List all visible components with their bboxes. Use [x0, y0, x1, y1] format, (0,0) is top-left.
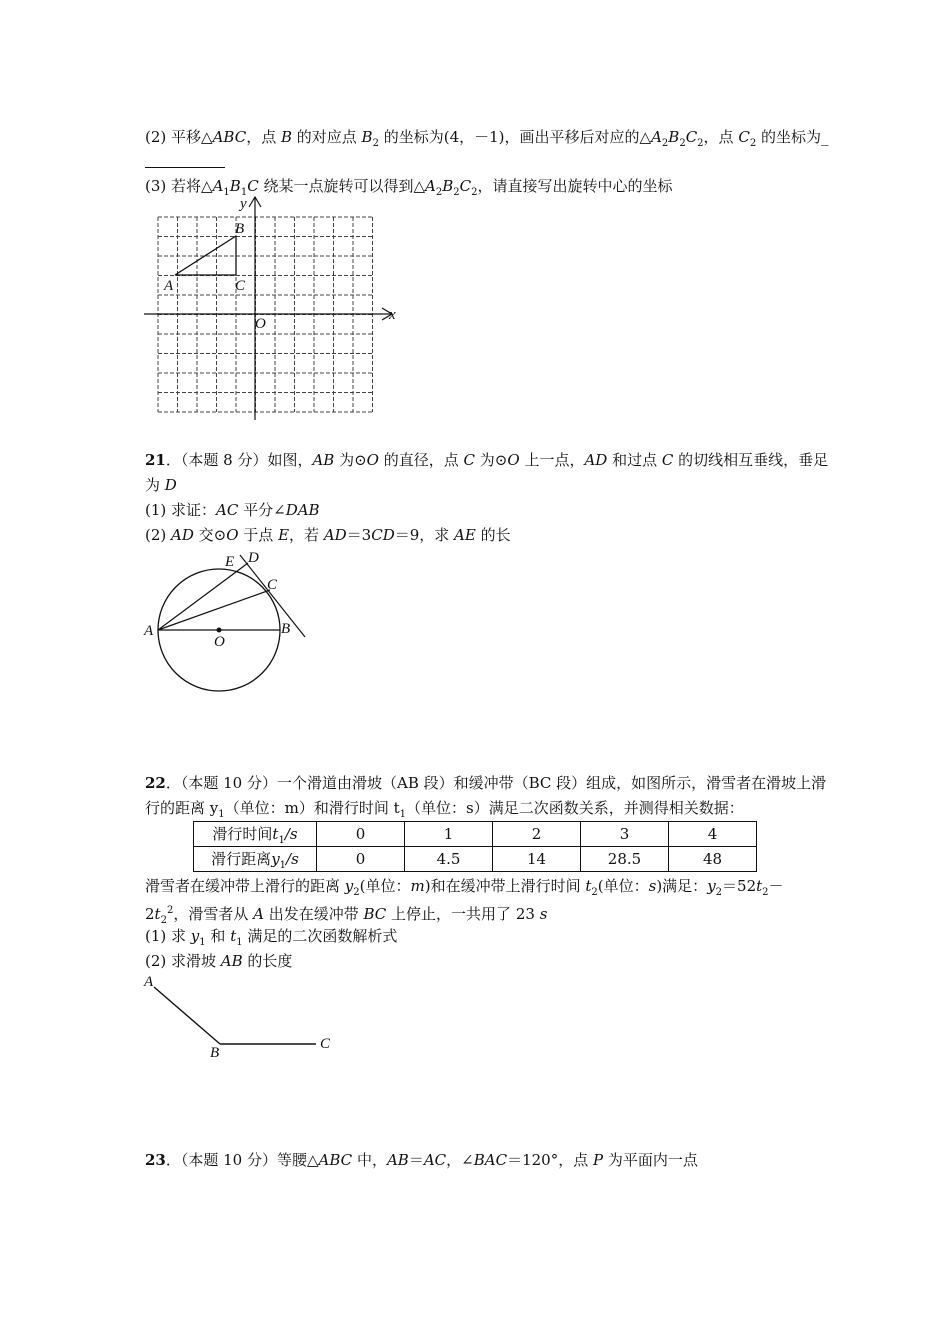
- q22-part1: (1) 求 $y_1$ 和 $t_1$ 满足的二次函数解析式: [145, 927, 398, 948]
- q22-heading: 22．（本题 10 分）一个滑道由滑坡（AB 段）和缓冲带（BC 段）组成，如图所示，滑雪者在滑坡上滑: [145, 774, 827, 792]
- label-b: B: [210, 1045, 220, 1061]
- circle-figure: [140, 545, 320, 695]
- q21-heading: 21．（本题 8 分）如图，AB 为⊙O 的直径，点 C 为⊙O 上一点，AD 和过点 C 的切线相互垂线，垂足: [145, 451, 829, 469]
- data-table: [193, 821, 757, 872]
- center-point: [217, 628, 222, 633]
- label-e: E: [225, 554, 235, 570]
- table-row: [194, 822, 757, 847]
- q21-part2: (2) AD 交⊙O 于点 E，若 AD＝3CD＝9，求 AE 的长: [145, 526, 511, 544]
- label-c: C: [320, 1036, 331, 1052]
- label-o: O: [255, 316, 266, 332]
- table-cell: 4: [669, 822, 757, 847]
- tangent-line: [240, 555, 305, 637]
- q21-part1: (1) 求证：AC 平分∠DAB: [145, 501, 320, 519]
- table-cell: 14: [493, 847, 581, 872]
- slope-ab: [154, 987, 220, 1044]
- q23-heading: 23．（本题 10 分）等腰△ABC 中，AB＝AC，∠BAC＝120°，点 P 为平面内一点: [145, 1151, 698, 1169]
- table-cell: 1: [405, 822, 493, 847]
- table-cell: 2: [493, 822, 581, 847]
- label-o: O: [214, 634, 225, 650]
- label-d: D: [248, 550, 259, 566]
- label-c: C: [267, 577, 278, 593]
- label-b: B: [235, 221, 245, 237]
- coordinate-grid-figure: [140, 195, 410, 425]
- table-cell: 0: [317, 847, 405, 872]
- row-header: 滑行距离$y_1/s$: [194, 847, 317, 872]
- row-header: 滑行时间$t_1/s$: [194, 822, 317, 847]
- slope-figure: [140, 970, 340, 1065]
- answer-blank: [145, 167, 225, 168]
- table-cell: 0: [317, 822, 405, 847]
- table-row: [194, 847, 757, 872]
- q20-part2-line: (2) 平移△ABC，点 B 的对应点 $B_2$ 的坐标为(4，－1)，画出平移后对应的$\triangle A_2B_2C_2$，点 $C_2$ 的坐标为_: [145, 128, 829, 149]
- label-c: C: [235, 278, 246, 294]
- q22-part2: (2) 求滑坡 AB 的长度: [145, 952, 293, 970]
- table-cell: 4.5: [405, 847, 493, 872]
- q22-heading-cont: 行的距离 $y_1$（单位：m）和滑行时间 $t_1$（单位：s）满足二次函数关系，并测得相关数据：: [145, 799, 744, 820]
- label-b: B: [281, 621, 291, 637]
- table-cell: 3: [581, 822, 669, 847]
- label-y: y: [240, 196, 247, 212]
- q22-buffer-line-cont: $2t_2^2$，滑雪者从 A 出发在缓冲带 BC 上停止，一共用了 23 s: [145, 905, 548, 926]
- table-cell: 28.5: [581, 847, 669, 872]
- q20-part3-line: (3) 若将$\triangle A_1B_1C$ 绕某一点旋转可以得到$\triangle A_2B_2C_2$，请直接写出旋转中心的坐标: [145, 177, 673, 198]
- q22-buffer-line: 滑雪者在缓冲带上滑行的距离 $y_2$(单位：m)和在缓冲带上滑行时间 $t_2$(单位：s)满足：$y_2=52t_2-$: [145, 877, 784, 898]
- label-a: A: [144, 974, 154, 990]
- label-a: A: [164, 278, 174, 294]
- table-cell: 48: [669, 847, 757, 872]
- q21-heading-cont: 为 D: [145, 476, 177, 494]
- line-ac: [158, 590, 270, 630]
- label-x: x: [389, 307, 396, 323]
- label-a: A: [144, 623, 154, 639]
- line-ad: [158, 563, 248, 630]
